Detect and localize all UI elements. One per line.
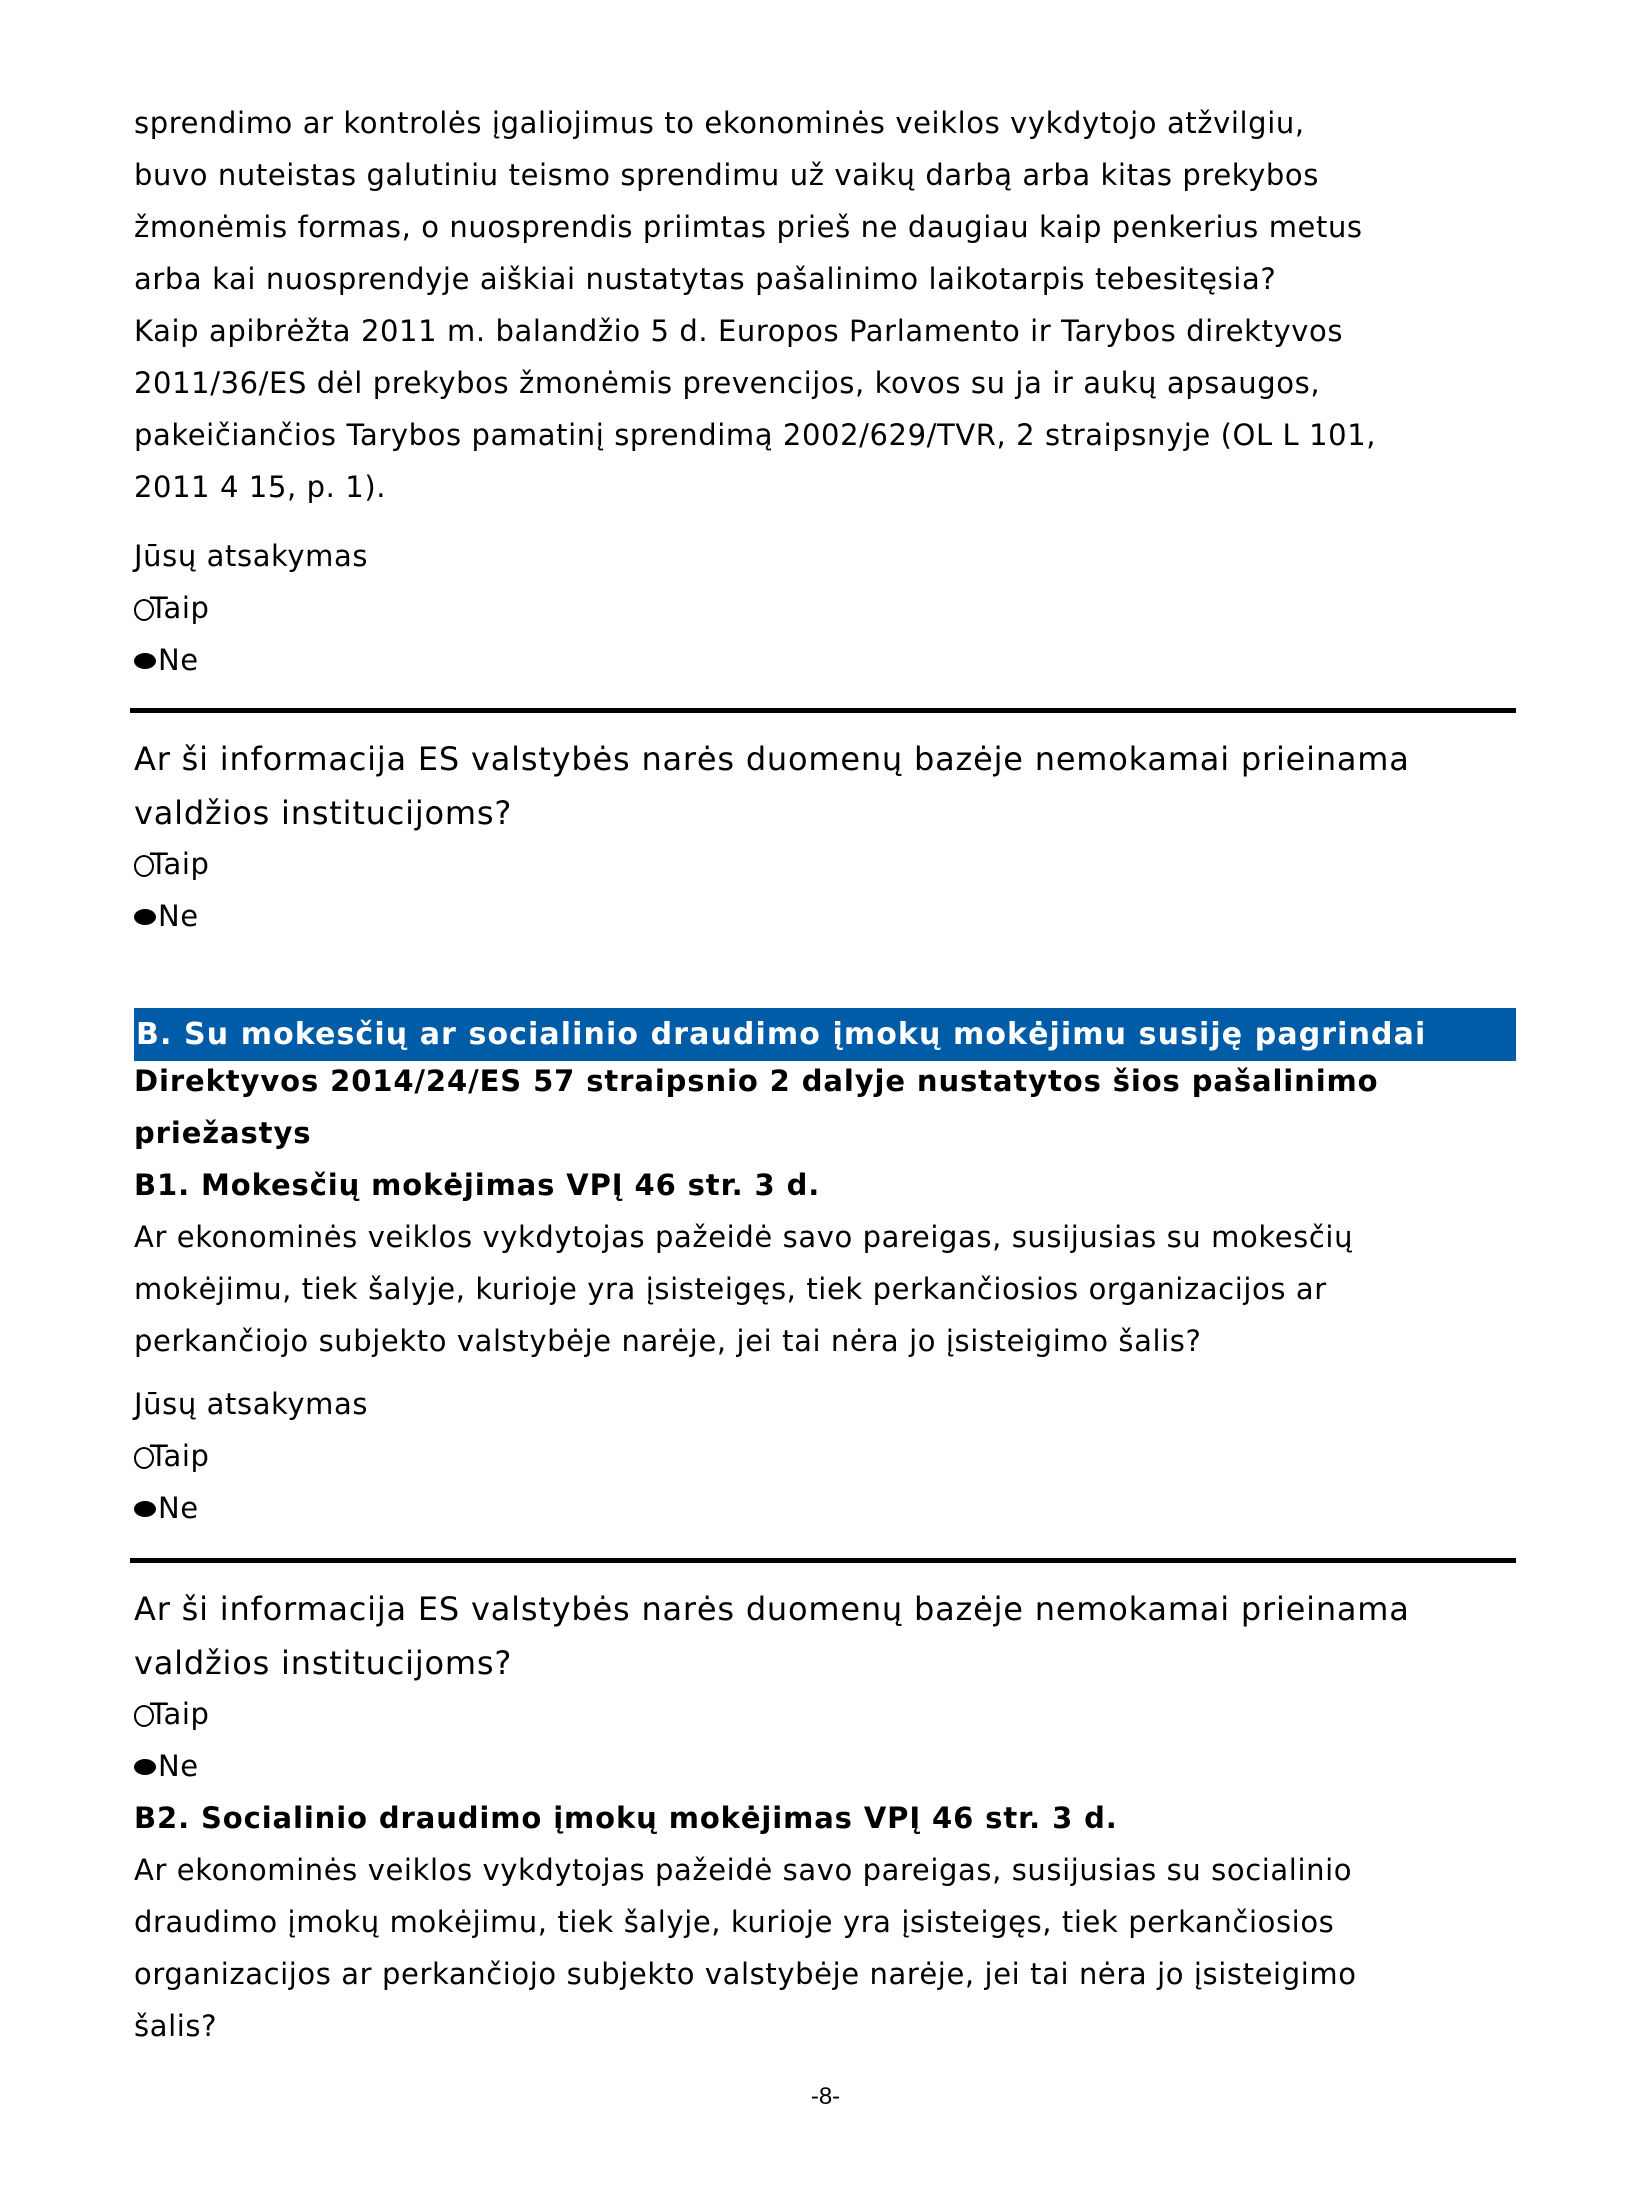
radio-selected-icon[interactable]	[134, 909, 156, 925]
answer-label: Jūsų atsakymas	[134, 539, 369, 573]
text-line: organizacijos ar perkančiojo subjekto valstybėje narėje, jei tai nėra jo įsisteigimo	[134, 1957, 1357, 1991]
text-line: draudimo įmokų mokėjimu, tiek šalyje, kurioje yra įsisteigęs, tiek perkančiosios	[134, 1905, 1335, 1939]
text-line: žmonėmis formas, o nuosprendis priimtas prieš ne daugiau kaip penkerius metus	[134, 210, 1363, 244]
b2-heading: B2. Socialinio draudimo įmokų mokėjimas VPĮ 46 str. 3 d.	[134, 1801, 1118, 1835]
radio-selected-icon[interactable]	[134, 1759, 156, 1775]
question-line: valdžios institucijoms?	[134, 794, 513, 832]
answer-label: Jūsų atsakymas	[134, 1387, 369, 1421]
section-b-content	[134, 1055, 1378, 1367]
b1-heading: B1. Mokesčių mokėjimas VPĮ 46 str. 3 d.	[134, 1168, 821, 1202]
option-label: Ne	[158, 899, 199, 933]
section-banner	[134, 1008, 1516, 1061]
radio-option-no[interactable]	[134, 634, 368, 686]
text-line: buvo nuteistas galutiniu teismo sprendimu už vaikų darbą arba kitas prekybos	[134, 158, 1319, 192]
option-label: Taip	[150, 1697, 210, 1731]
divider	[130, 1558, 1516, 1563]
option-label: Ne	[158, 643, 199, 677]
text-line: 2011/36/ES dėl prekybos žmonėmis prevencijos, kovos su ja ir aukų apsaugos,	[134, 366, 1321, 400]
divider	[130, 708, 1516, 713]
question-line: Ar ši informacija ES valstybės narės duomenų bazėje nemokamai prieinama	[134, 740, 1410, 778]
radio-option-no[interactable]	[134, 1482, 368, 1534]
radio-option-yes[interactable]	[134, 582, 368, 634]
text-line: šalis?	[134, 2009, 218, 2043]
question-line: valdžios institucijoms?	[134, 1644, 513, 1682]
question-line: Ar ši informacija ES valstybės narės duomenų bazėje nemokamai prieinama	[134, 1590, 1410, 1628]
text-line: Kaip apibrėžta 2011 m. balandžio 5 d. Europos Parlamento ir Tarybos direktyvos	[134, 314, 1344, 348]
answer-block	[134, 1378, 368, 1534]
option-label: Taip	[150, 591, 210, 625]
text-line: Ar ekonominės veiklos vykdytojas pažeidė savo pareigas, susijusias su mokesčių	[134, 1220, 1354, 1254]
answer-block	[134, 530, 368, 686]
intro-paragraph	[134, 97, 1376, 513]
radio-selected-icon[interactable]	[134, 1501, 156, 1517]
radio-option-no[interactable]	[134, 890, 1410, 942]
radio-option-no[interactable]	[134, 1740, 1410, 1792]
radio-selected-icon[interactable]	[134, 653, 156, 669]
text-line: arba kai nuosprendyje aiškiai nustatytas pašalinimo laikotarpis tebesitęsia?	[134, 262, 1277, 296]
text-line: perkančiojo subjekto valstybėje narėje, jei tai nėra jo įsisteigimo šalis?	[134, 1324, 1202, 1358]
db-question-block	[134, 732, 1410, 942]
section-banner-title: B. Su mokesčių ar socialinio draudimo įmokų mokėjimu susiję pagrindai	[136, 1017, 1427, 1052]
text-line: Ar ekonominės veiklos vykdytojas pažeidė savo pareigas, susijusias su socialinio	[134, 1853, 1353, 1887]
directive-heading: Direktyvos 2014/24/ES 57 straipsnio 2 dalyje nustatytos šios pašalinimo	[134, 1064, 1379, 1098]
option-label: Taip	[150, 847, 210, 881]
radio-option-yes[interactable]	[134, 838, 1410, 890]
text-line: 2011 4 15, p. 1).	[134, 470, 387, 504]
radio-option-yes[interactable]	[134, 1430, 368, 1482]
db-question-block	[134, 1582, 1410, 2052]
radio-option-yes[interactable]	[134, 1688, 1410, 1740]
option-label: Ne	[158, 1749, 199, 1783]
directive-heading: priežastys	[134, 1116, 312, 1150]
page-number: -8-	[810, 2083, 841, 2110]
option-label: Taip	[150, 1439, 210, 1473]
text-line: mokėjimu, tiek šalyje, kurioje yra įsisteigęs, tiek perkančiosios organizacijos ar	[134, 1272, 1327, 1306]
text-line: sprendimo ar kontrolės įgaliojimus to ekonominės veiklos vykdytojo atžvilgiu,	[134, 106, 1305, 140]
text-line: pakeičiančios Tarybos pamatinį sprendimą 2002/629/TVR, 2 straipsnyje (OL L 101,	[134, 418, 1377, 452]
option-label: Ne	[158, 1491, 199, 1525]
